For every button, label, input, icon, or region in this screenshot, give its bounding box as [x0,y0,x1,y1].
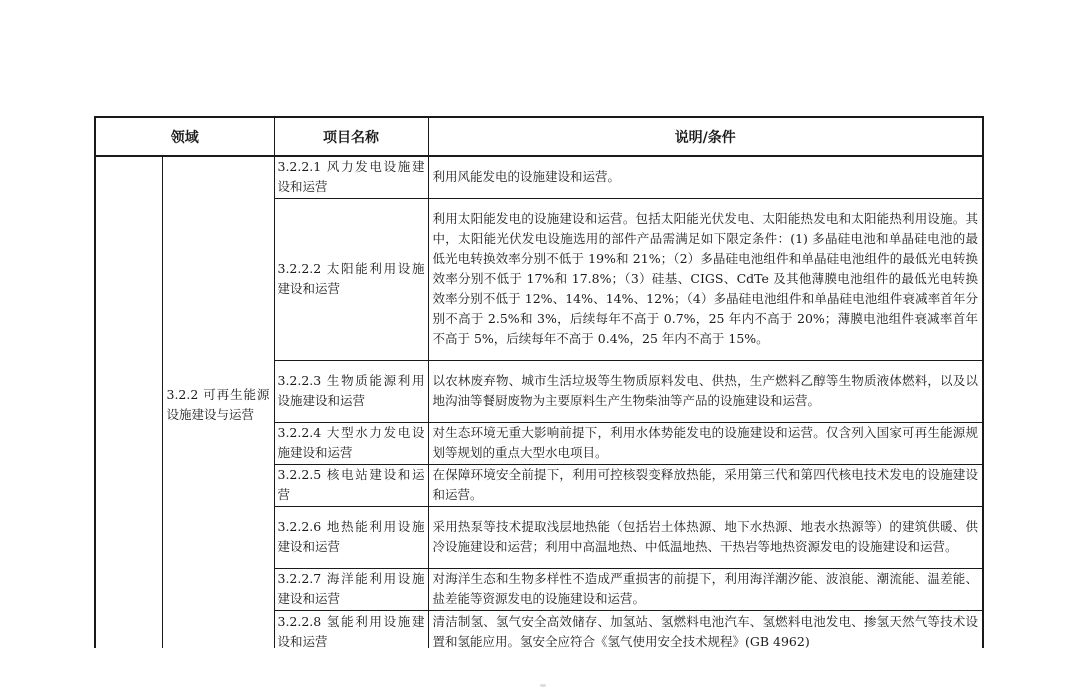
description-cell: 在保障环境安全前提下，利用可控核裂变释放热能，采用第三代和第四代核电技术发电的设施建设和运营。 [428,464,982,506]
project-name-cell: 3.2.2.4 大型水力发电设施建设和运营 [274,422,428,464]
project-name-cell: 3.2.2.1 风力发电设施建设和运营 [274,156,428,198]
project-name-cell: 3.2.2.7 海洋能利用设施建设和运营 [274,568,428,610]
project-name-cell: 3.2.2.8 氢能利用设施建设和运营 [274,610,428,648]
description-cell: 利用太阳能发电的设施建设和运营。包括太阳能光伏发电、太阳能热发电和太阳能热利用设施。其中，太阳能光伏发电设施选用的部件产品需满足如下限定条件：(1) 多晶硅电池和单晶硅电池的最低光电转换效率分别不低于 19%和 21%；（2）多晶硅电池组件和单晶硅电池组件的最低光电转换效率分别不低于 17%和 17.8%；（3）硅基、CIGS、CdTe 及其他薄膜电池组件的最低光电转换效率分别不低于 12%、14%、14%、12%；（4）多晶硅电池组件和单晶硅电池组件衰减率首年分别不高于 2.5%和 3%，后续每年不高于 0.7%，25 年内不高于 20%；薄膜电池组件衰减率首年不高于 5%，后续每年不高于 0.4%，25 年内不高于 15%。 [428,198,982,360]
project-name-cell: 3.2.2.6 地热能利用设施建设和运营 [274,506,428,568]
category-cell: 3.2.2 可再生能源设施建设与运营 [162,156,274,648]
description-cell: 对海洋生态和生物多样性不造成严重损害的前提下，利用海洋潮汐能、波浪能、潮流能、温差能、盐差能等资源发电的设施建设和运营。 [428,568,982,610]
project-name-cell: 3.2.2.5 核电站建设和运营 [274,464,428,506]
description-cell: 以农林废弃物、城市生活垃圾等生物质原料发电、供热，生产燃料乙醇等生物质液体燃料，以及以地沟油等餐厨废物为主要原料生产生物柴油等产品的设施建设和运营。 [428,360,982,422]
table-row [96,156,982,198]
area-blank-cell [96,156,162,648]
project-name-cell: 3.2.2.2 太阳能利用设施建设和运营 [274,198,428,360]
description-cell: 对生态环境无重大影响前提下，利用水体势能发电的设施建设和运营。仅含列入国家可再生能源规划等规划的重点大型水电项目。 [428,422,982,464]
description-cell: 清洁制氢、氢气安全高效储存、加氢站、氢燃料电池汽车、氢燃料电池发电、掺氢天然气等技术设置和氢能应用。氢安全应符合《氢气使用安全技术规程》(GB 4962) [428,610,982,648]
description-cell: 采用热泵等技术提取浅层地热能（包括岩土体热源、地下水热源、地表水热源等）的建筑供暖、供冷设施建设和运营；利用中高温地热、中低温地热、干热岩等地热资源发电的设施建设和运营。 [428,506,982,568]
header-description: 说明/条件 [428,118,982,156]
document-table-frame [94,116,984,648]
catalog-table [96,118,982,648]
header-area: 领域 [96,118,274,156]
description-cell: 利用风能发电的设施建设和运营。 [428,156,982,198]
table-header-row [96,118,982,156]
header-project-name: 项目名称 [274,118,428,156]
page-indicator-mark [540,684,546,687]
project-name-cell: 3.2.2.3 生物质能源利用设施建设和运营 [274,360,428,422]
